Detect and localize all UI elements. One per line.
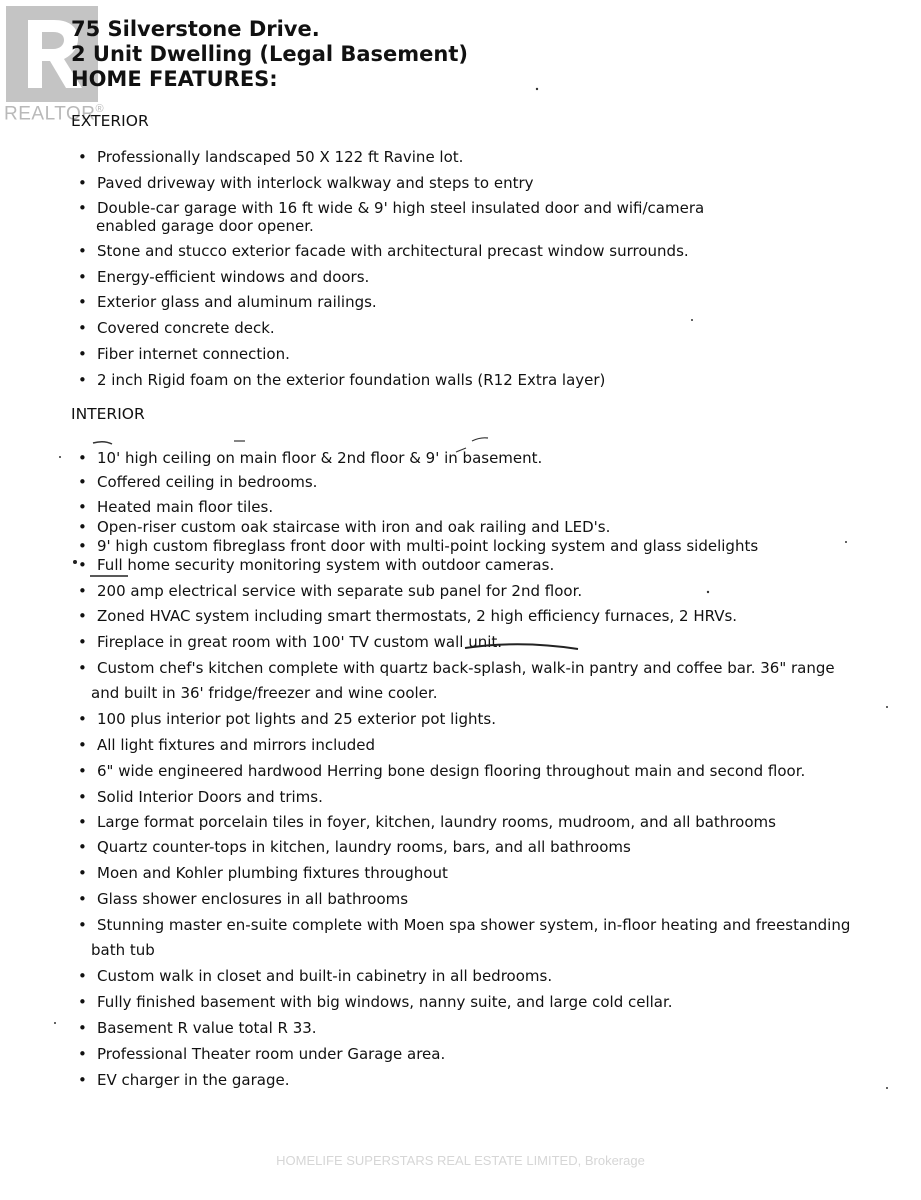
brokerage-footer: HOMELIFE SUPERSTARS REAL ESTATE LIMITED, Brokerage: [276, 1153, 645, 1168]
list-item: • Energy-efficient windows and doors.: [78, 268, 370, 286]
list-item: • Solid Interior Doors and trims.: [78, 788, 323, 806]
realtor-watermark-text: REALTOR®: [4, 103, 105, 125]
features-heading: HOME FEATURES:: [71, 67, 278, 91]
list-item: • Custom chef's kitchen complete with quartz back-splash, walk-in pantry and coffee bar. 36" range: [78, 659, 835, 677]
list-item: • 9' high custom fibreglass front door with multi-point locking system and glass sidelights: [78, 537, 759, 555]
list-item: • Large format porcelain tiles in foyer, kitchen, laundry rooms, mudroom, and all bathrooms: [78, 813, 776, 831]
exterior-heading: EXTERIOR: [71, 112, 149, 130]
list-item-continuation: and built in 36' fridge/freezer and wine cooler.: [91, 684, 438, 702]
list-item: • Fiber internet connection.: [78, 345, 290, 363]
list-item: • Custom walk in closet and built-in cabinetry in all bedrooms.: [78, 967, 553, 985]
list-item: • Fully finished basement with big windows, nanny suite, and large cold cellar.: [78, 993, 673, 1011]
list-item: • Stone and stucco exterior facade with architectural precast window surrounds.: [78, 242, 689, 260]
property-address: 75 Silverstone Drive.: [71, 17, 320, 41]
list-item: • Full home security monitoring system with outdoor cameras.: [78, 556, 555, 574]
list-item: • Basement R value total R 33.: [78, 1019, 317, 1037]
list-item: • 10' high ceiling on main floor & 2nd floor & 9' in basement.: [78, 449, 543, 467]
list-item: • Double-car garage with 16 ft wide & 9' high steel insulated door and wifi/camera: [78, 199, 705, 217]
list-item: • Professional Theater room under Garage area.: [78, 1045, 446, 1063]
list-item: • 2 inch Rigid foam on the exterior foundation walls (R12 Extra layer): [78, 371, 606, 389]
list-item: • Quartz counter-tops in kitchen, laundry rooms, bars, and all bathrooms: [78, 838, 631, 856]
list-item: • Paved driveway with interlock walkway and steps to entry: [78, 174, 534, 192]
list-item: • Professionally landscaped 50 X 122 ft Ravine lot.: [78, 148, 464, 166]
list-item-continuation: bath tub: [91, 941, 155, 959]
list-item-continuation: enabled garage door opener.: [96, 217, 314, 235]
list-item: • Glass shower enclosures in all bathrooms: [78, 890, 409, 908]
list-item: • 200 amp electrical service with separate sub panel for 2nd floor.: [78, 582, 583, 600]
list-item: • All light fixtures and mirrors included: [78, 736, 376, 754]
property-type: 2 Unit Dwelling (Legal Basement): [71, 42, 469, 66]
list-item: • Zoned HVAC system including smart thermostats, 2 high efficiency furnaces, 2 HRVs.: [78, 607, 738, 625]
list-item: • Stunning master en-suite complete with Moen spa shower system, in-floor heating and freestanding: [78, 916, 851, 934]
interior-heading: INTERIOR: [71, 405, 145, 423]
list-item: • Fireplace in great room with 100' TV custom wall unit.: [78, 633, 503, 651]
list-item: • Moen and Kohler plumbing fixtures throughout: [78, 864, 448, 882]
list-item: • EV charger in the garage.: [78, 1071, 290, 1089]
list-item: • Open-riser custom oak staircase with iron and oak railing and LED's.: [78, 518, 611, 536]
list-item: • Heated main floor tiles.: [78, 498, 274, 516]
list-item: • 6" wide engineered hardwood Herring bone design flooring throughout main and second floor.: [78, 762, 806, 780]
list-item: • 100 plus interior pot lights and 25 exterior pot lights.: [78, 710, 497, 728]
list-item: • Exterior glass and aluminum railings.: [78, 293, 377, 311]
list-item: • Coffered ceiling in bedrooms.: [78, 473, 318, 491]
list-item: • Covered concrete deck.: [78, 319, 275, 337]
